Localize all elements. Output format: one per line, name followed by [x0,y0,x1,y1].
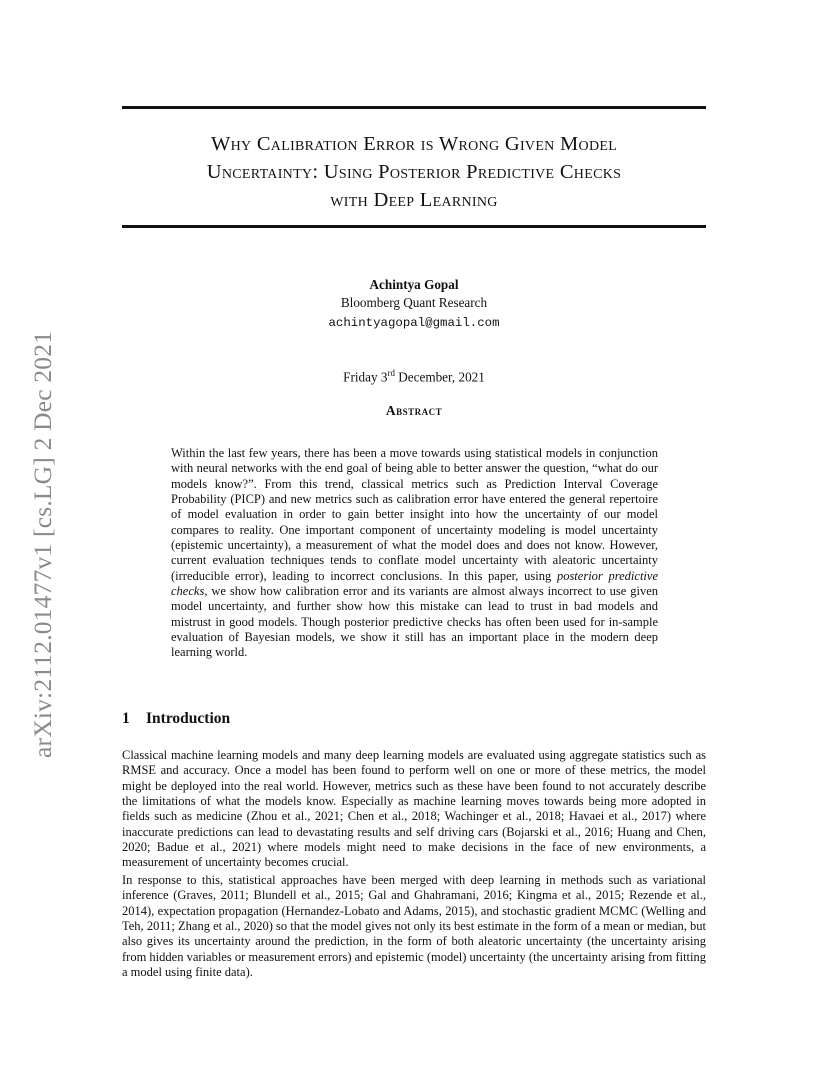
author-email[interactable]: achintyagopal@gmail.com [328,316,500,330]
section-heading-introduction [122,710,230,728]
section-title: Introduction [146,710,231,727]
author-affiliation: Bloomberg Quant Research [340,295,488,310]
date-ordinal: rd [387,368,395,378]
abstract-emphasis: posterior predictive checks [171,568,658,599]
abstract-body [171,446,658,661]
date-suffix: December, 2021 [394,369,485,385]
title-rule-bottom [122,225,706,228]
date-prefix: Friday 3 [343,369,388,385]
title-line-3: with Deep Learning [330,189,498,211]
abstract-text-start: Within the last few years, there has been a move towards using statistical models in conjunction with neural networks with the end goal of being able to better answer the question, “what do our models know?”. From this trend, classical metrics such as Prediction Interval Coverage Probability (PICP) and new metrics such as calibration error have entered the general repertoire of model evaluation in order to gain better insight into how the uncertainty of our model compares to reality. One important component of uncertainty modeling is model uncertainty (epistemic uncertainty), a measurement of what the model does and does not know. However, current evaluation techniques tends to conflate model uncertainty with aleatoric uncertainty (irreducible error), leading to incorrect conclusions. In this paper, using [171,446,658,583]
title-line-1: Why Calibration Error is Wrong Given Model [210,133,618,155]
intro-paragraph-1: Classical machine learning models and many deep learning models are evaluated using aggregate statistics such as RMSE and accuracy. Once a model has been found to perform well on one or more of these metrics, the model might be deployed into the real world. However, metrics such as these have been found to not accurately describe the limitations of what the models know. Especially as machine learning moves towards being more adopted in fields such as medicine (Zhou et al., 2021; Chen et al., 2018; Wachinger et al., 2018; Havaei et al., 2017) where inaccurate predictions can lead to devastating results and self driving cars (Bojarski et al., 2016; Huang and Chen, 2020; Badue et al., 2021) where models might need to make decisions in the face of new environments, a measurement of uncertainty becomes crucial. [122,748,706,870]
abstract-heading: Abstract [385,403,443,418]
abstract-text-end: , we show how calibration error and its variants are almost always incorrect to use given model uncertainty, and further show how this mistake can lead to trust in bad models and mistrust in good models. Though posterior predictive checks has often been used for in-sample evaluation of Bayesian models, we show it still has an important place in the modern deep learning world. [171,584,658,660]
title-line-2: Uncertainty: Using Posterior Predictive Checks [206,161,622,183]
intro-paragraph-2: In response to this, statistical approaches have been merged with deep learning in methods such as variational inference (Graves, 2011; Blundell et al., 2015; Gal and Ghahramani, 2016; Kingma et al., 2015; Rezende et al., 2014), expectation propagation (Hernandez-Lobato and Adams, 2015), and stochastic gradient MCMC (Welling and Teh, 2011; Zhang et al., 2020) so that the model gives not only its best estimate in the form of a mean or median, but also gives its uncertainty around the prediction, in the form of both aleatoric uncertainty (the uncertainty arising from hidden variables or measurement errors) and epistemic (model) uncertainty (the uncertainty arising from fitting a model using finite data). [122,873,706,980]
author-block [122,276,706,332]
arxiv-stamp: arXiv:2112.01477v1 [cs.LG] 2 Dec 2021 [28,330,57,758]
author-name: Achintya Gopal [369,277,459,292]
paper-date [122,368,706,385]
paper-title [122,130,706,214]
title-rule-top [122,106,706,109]
section-number: 1 [122,710,130,727]
